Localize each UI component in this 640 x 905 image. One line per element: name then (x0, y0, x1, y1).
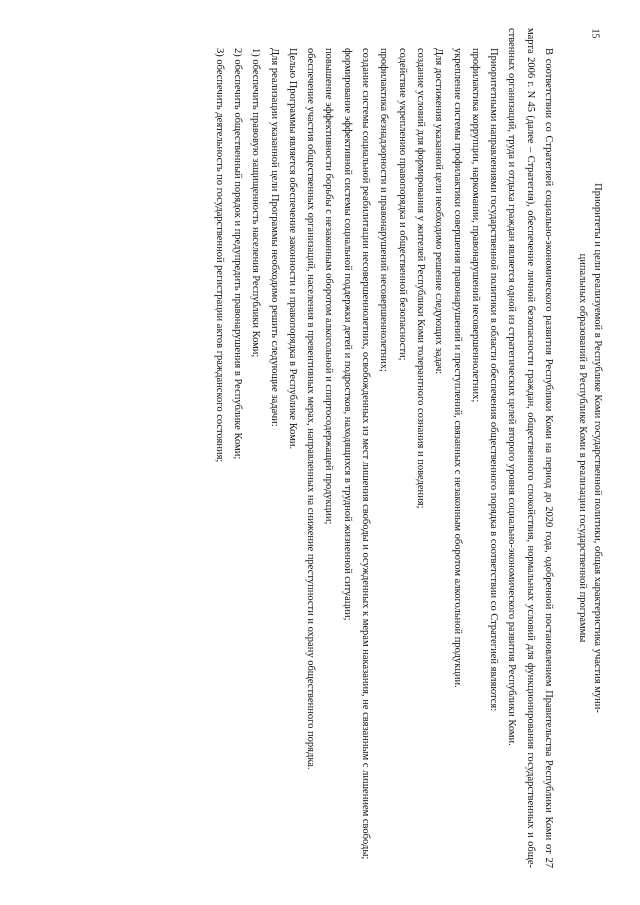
section-title-line-1: Приоритеты и цели реализуемой в Республике Коми государственной политики, общая характеристика участия муни- (592, 183, 603, 713)
paragraph: профилактика коррупции, наркомании, правонарушений несовершеннолетних; (469, 48, 481, 403)
paragraph: 3) обеспечить деятельность по государственной регистрации актов гражданского состояния; (213, 48, 225, 463)
paragraph: Для реализации указанной цели Программы необходимо решить следующие задачи: (268, 48, 280, 427)
section-title (575, 28, 605, 868)
paragraph: 2) обеспечить общественный порядок и предупредить правонарушения в Республике Коми; (231, 48, 243, 460)
paragraph: обеспечение участия общественных организаций, населения в превентивных мерах, направленных на снижение преступности и охрану общественного порядка. (305, 48, 317, 770)
document-body (50, 28, 605, 868)
paragraph: профилактика безнадзорности и правонарушений несовершеннолетних; (378, 48, 390, 372)
paragraph: Приоритетными направлениями государственной политики в области обеспечения общественного порядка в соответствии со Стратегией являются: (488, 48, 500, 712)
paragraph: Целью Программы является обеспечение законности и правопорядка в Республике Коми. (286, 48, 298, 450)
paragraph: 1) обеспечить правовую защищенность населения Республики Коми; (250, 48, 262, 358)
section-title-line-2: ципальных образований в Республике Коми в реализации государственной программы (577, 253, 588, 643)
paragraph: укрепление системы профилактики совершения правонарушений и преступлений, связанных с незаконным оборотом алкогольной продукции. (451, 48, 463, 688)
paragraph: Для достижения указанной цели необходимо решение следующих задач: (433, 48, 445, 375)
paragraph: создание системы социальной реабилитации несовершеннолетних, освобожденных из мест лишения свободы и осужденных к мерам наказания, не связанным с лишением свободы; (360, 48, 372, 860)
paragraph: повышение эффективности борьбы с незаконным оборотом алкогольной и спиртосодержащей продукции; (323, 48, 335, 525)
page-number: 15 (589, 28, 601, 39)
paragraph: содействие укреплению правопорядка и общественной безопасности; (396, 48, 408, 361)
paragraph-list (209, 28, 557, 868)
paragraph: создание условий для формирования у жителей Республики Коми толерантного сознания и поведения; (414, 48, 426, 509)
paragraph: формирование эффективной системы социальной поддержки детей и подростков, находящихся в трудной жизненной ситуации; (341, 48, 353, 621)
paragraph: В соответствии со Стратегией социально-экономического развития Республики Коми на период до 2020 года, одобренной постановлением Правительства Республики Коми от 27 марта 2006 г. N 45 (далее – Стратегия), обеспечение личной безопасности граждан, общественного спокойствия, нормальных условий для функционирования государственных и общественных организаций, труда и отдыха граждан является одной из стратегических целей второго уровня социально-экономического развития Республики Коми. (506, 28, 554, 868)
